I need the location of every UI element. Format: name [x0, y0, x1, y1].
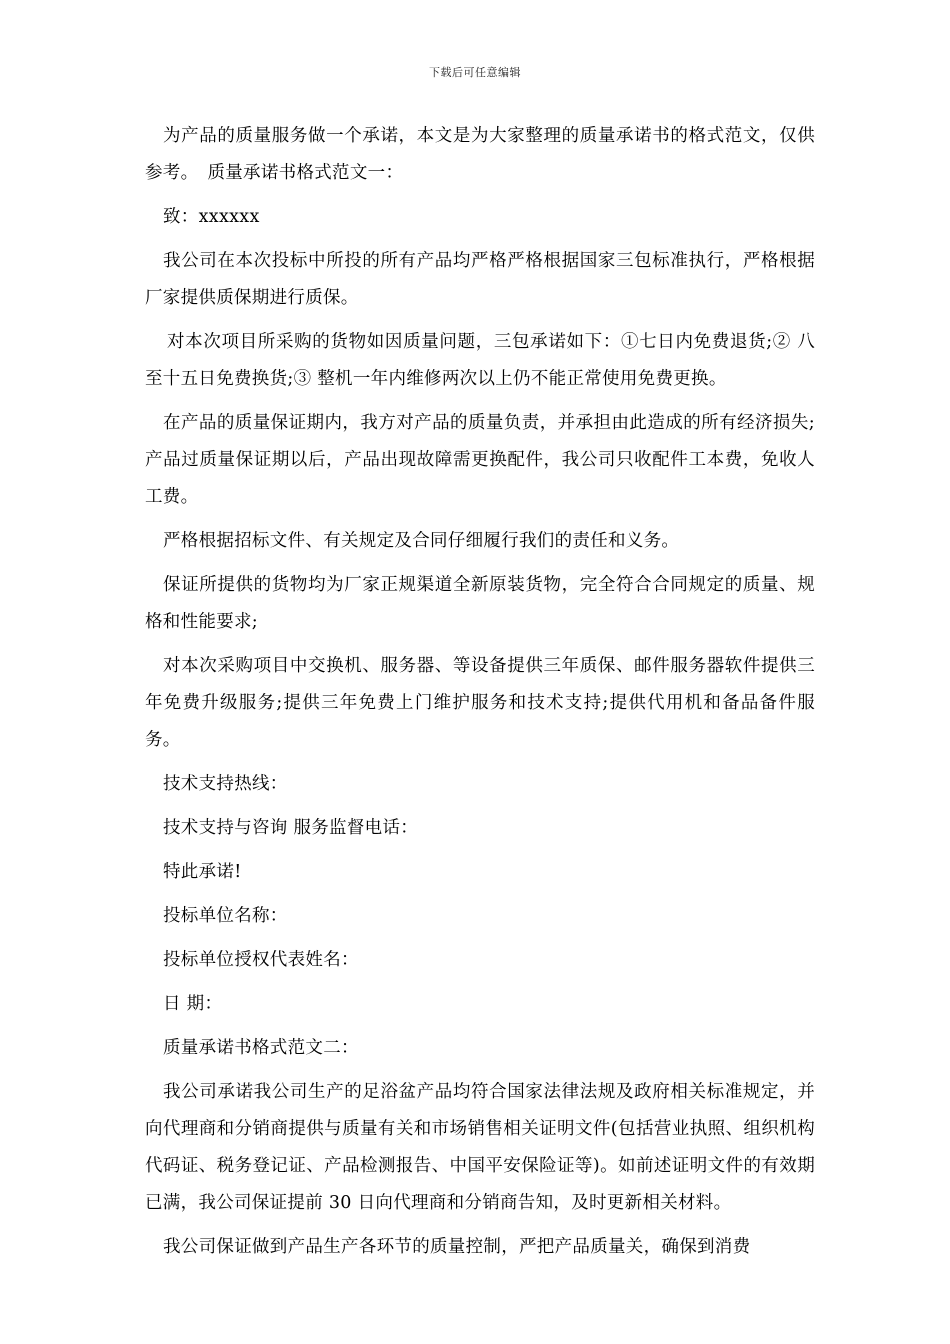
- representative-name-label: 投标单位授权代表姓名：: [163, 950, 359, 970]
- paragraph: 我公司在本次投标中所投的所有产品均严格严格根据国家三包标准执行，严格根据厂家提供质保期进行质保。: [145, 251, 815, 308]
- bidder-name-label: 投标单位名称：: [163, 906, 288, 926]
- paragraph: 我公司保证做到产品生产各环节的质量控制，严把产品质量关，确保到消费: [163, 1237, 751, 1257]
- paragraph: 严格根据招标文件、有关规定及合同仔细履行我们的责任和义务。: [163, 531, 680, 551]
- hotline-label: 技术支持热线：: [163, 774, 288, 794]
- document-body: [145, 118, 815, 1273]
- paragraph: 对本次采购项目中交换机、服务器、等设备提供三年质保、邮件服务器软件提供三年免费升级服务;提供三年免费上门维护服务和技术支持;提供代用机和备品备件服务。: [145, 656, 815, 750]
- paragraph: 对本次项目所采购的货物如因质量问题，三包承诺如下：①七日内免费退货;② 八至十五日免费换货;③ 整机一年内维修两次以上仍不能正常使用免费更换。: [145, 332, 815, 389]
- intro-paragraph: 为产品的质量服务做一个承诺，本文是为大家整理的质量承诺书的格式范文，仅供参考。 质量承诺书格式范文一：: [145, 126, 815, 183]
- paragraph: 在产品的质量保证期内，我方对产品的质量负责，并承担由此造成的所有经济损失;产品过质量保证期以后，产品出现故障需更换配件，我公司只收配件工本费，免收人工费。: [145, 413, 815, 507]
- section-heading: 质量承诺书格式范文二：: [163, 1038, 359, 1058]
- paragraph: 我公司承诺我公司生产的足浴盆产品均符合国家法律法规及政府相关标准规定，并向代理商和分销商提供与质量有关和市场销售相关证明文件(包括营业执照、组织机构代码证、税务登记证、产品检测报告、中国平安保险证等)。如前述证明文件的有效期已满，我公司保证提前 30 日向代理商和分销商告知，及时更新相关材料。: [145, 1082, 815, 1213]
- addressee-line: 致：xxxxxx: [163, 207, 260, 227]
- supervision-phone-label: 技术支持与咨询 服务监督电话：: [163, 818, 419, 838]
- closing-line: 特此承诺!: [163, 862, 242, 882]
- date-label: 日 期：: [163, 994, 223, 1014]
- paragraph: 保证所提供的货物均为厂家正规渠道全新原装货物，完全符合合同规定的质量、规格和性能要求;: [145, 575, 815, 632]
- page-header: 下载后可任意编辑: [429, 66, 521, 79]
